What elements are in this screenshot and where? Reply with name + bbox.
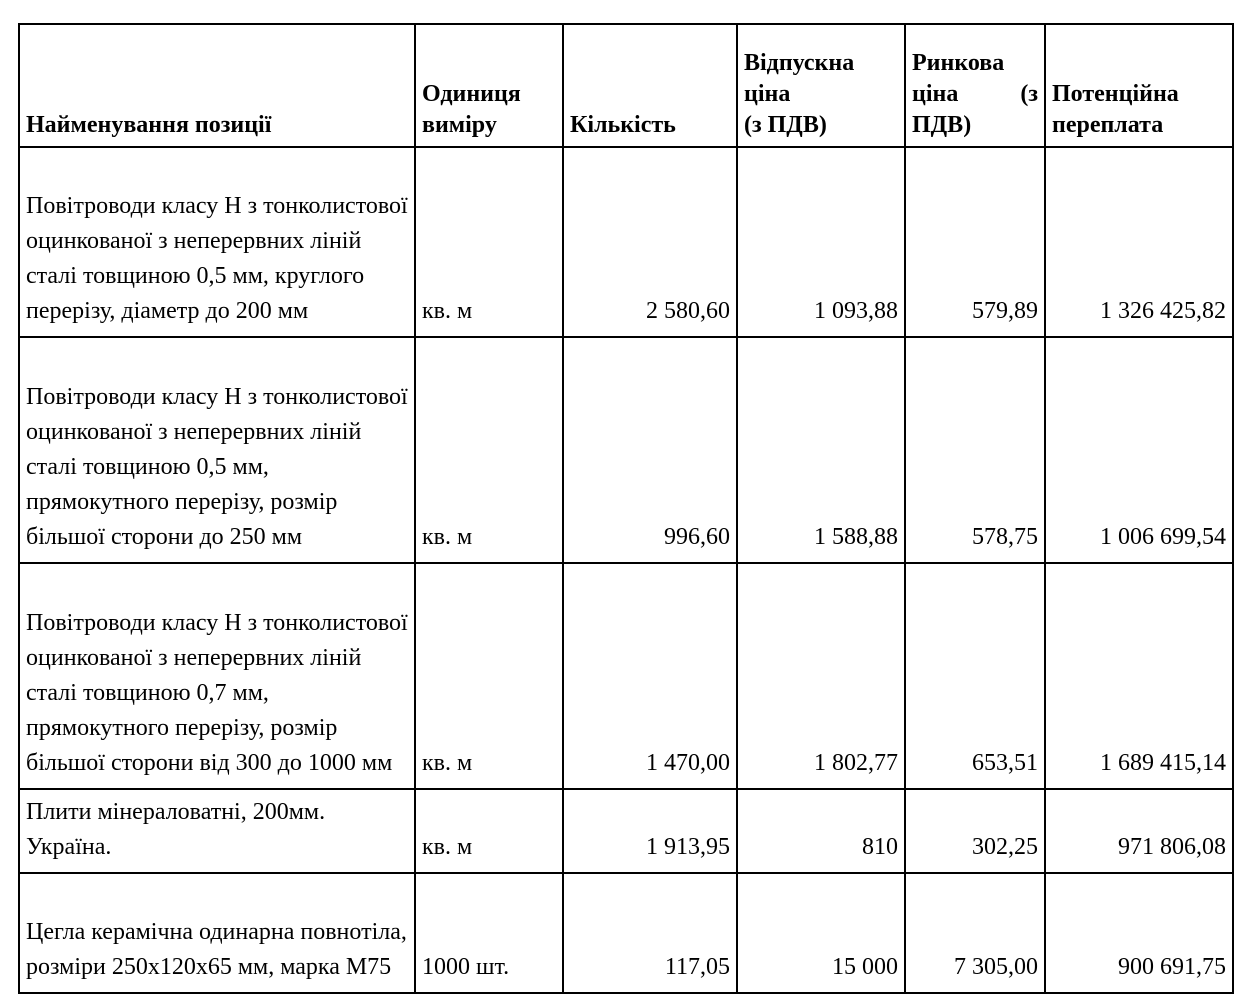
cell-unit: 1000 шт. — [415, 873, 563, 993]
cell-release-price: 1 802,77 — [737, 563, 905, 789]
header-market-price: Ринкова ціна (з ПДВ) — [905, 24, 1045, 147]
cell-overpayment: 1 689 415,14 — [1045, 563, 1233, 789]
table-row — [19, 147, 1233, 337]
header-release-price: Відпускна ціна (з ПДВ) — [737, 24, 905, 147]
cell-overpayment: 900 691,75 — [1045, 873, 1233, 993]
header-overpayment: Потенційна переплата — [1045, 24, 1233, 147]
cell-market-price: 7 305,00 — [905, 873, 1045, 993]
table-row — [19, 873, 1233, 993]
cell-unit: кв. м — [415, 147, 563, 337]
cell-quantity: 117,05 — [563, 873, 737, 993]
cell-item-name: Повітроводи класу Н з тонколистової оцинкованої з неперервних ліній сталі товщиною 0,7 мм, прямокутного перерізу, розмір більшої сторони від 300 до 1000 мм — [19, 563, 415, 789]
cell-overpayment: 1 326 425,82 — [1045, 147, 1233, 337]
cell-unit: кв. м — [415, 563, 563, 789]
cell-market-price: 302,25 — [905, 789, 1045, 873]
price-comparison-table — [18, 23, 1234, 994]
cell-release-price: 1 093,88 — [737, 147, 905, 337]
cell-release-price: 1 588,88 — [737, 337, 905, 563]
cell-item-name: Повітроводи класу Н з тонколистової оцинкованої з неперервних ліній сталі товщиною 0,5 мм, круглого перерізу, діаметр до 200 мм — [19, 147, 415, 337]
cell-market-price: 578,75 — [905, 337, 1045, 563]
cell-release-price: 15 000 — [737, 873, 905, 993]
cell-market-price: 579,89 — [905, 147, 1045, 337]
cell-unit: кв. м — [415, 337, 563, 563]
header-unit: Одиниця виміру — [415, 24, 563, 147]
table-row — [19, 337, 1233, 563]
cell-item-name: Повітроводи класу Н з тонколистової оцинкованої з неперервних ліній сталі товщиною 0,5 мм, прямокутного перерізу, розмір більшої сторони до 250 мм — [19, 337, 415, 563]
table-row — [19, 789, 1233, 873]
header-item-name: Найменування позиції — [19, 24, 415, 147]
cell-quantity: 1 470,00 — [563, 563, 737, 789]
cell-quantity: 2 580,60 — [563, 147, 737, 337]
cell-market-price: 653,51 — [905, 563, 1045, 789]
cell-release-price: 810 — [737, 789, 905, 873]
table-header-row — [19, 24, 1233, 147]
cell-quantity: 1 913,95 — [563, 789, 737, 873]
cell-item-name: Цегла керамічна одинарна повнотіла, розміри 250х120х65 мм, марка М75 — [19, 873, 415, 993]
cell-overpayment: 971 806,08 — [1045, 789, 1233, 873]
header-quantity: Кількість — [563, 24, 737, 147]
table-row — [19, 563, 1233, 789]
cell-unit: кв. м — [415, 789, 563, 873]
cell-overpayment: 1 006 699,54 — [1045, 337, 1233, 563]
cell-quantity: 996,60 — [563, 337, 737, 563]
cell-item-name: Плити мінераловатні, 200мм. Україна. — [19, 789, 415, 873]
